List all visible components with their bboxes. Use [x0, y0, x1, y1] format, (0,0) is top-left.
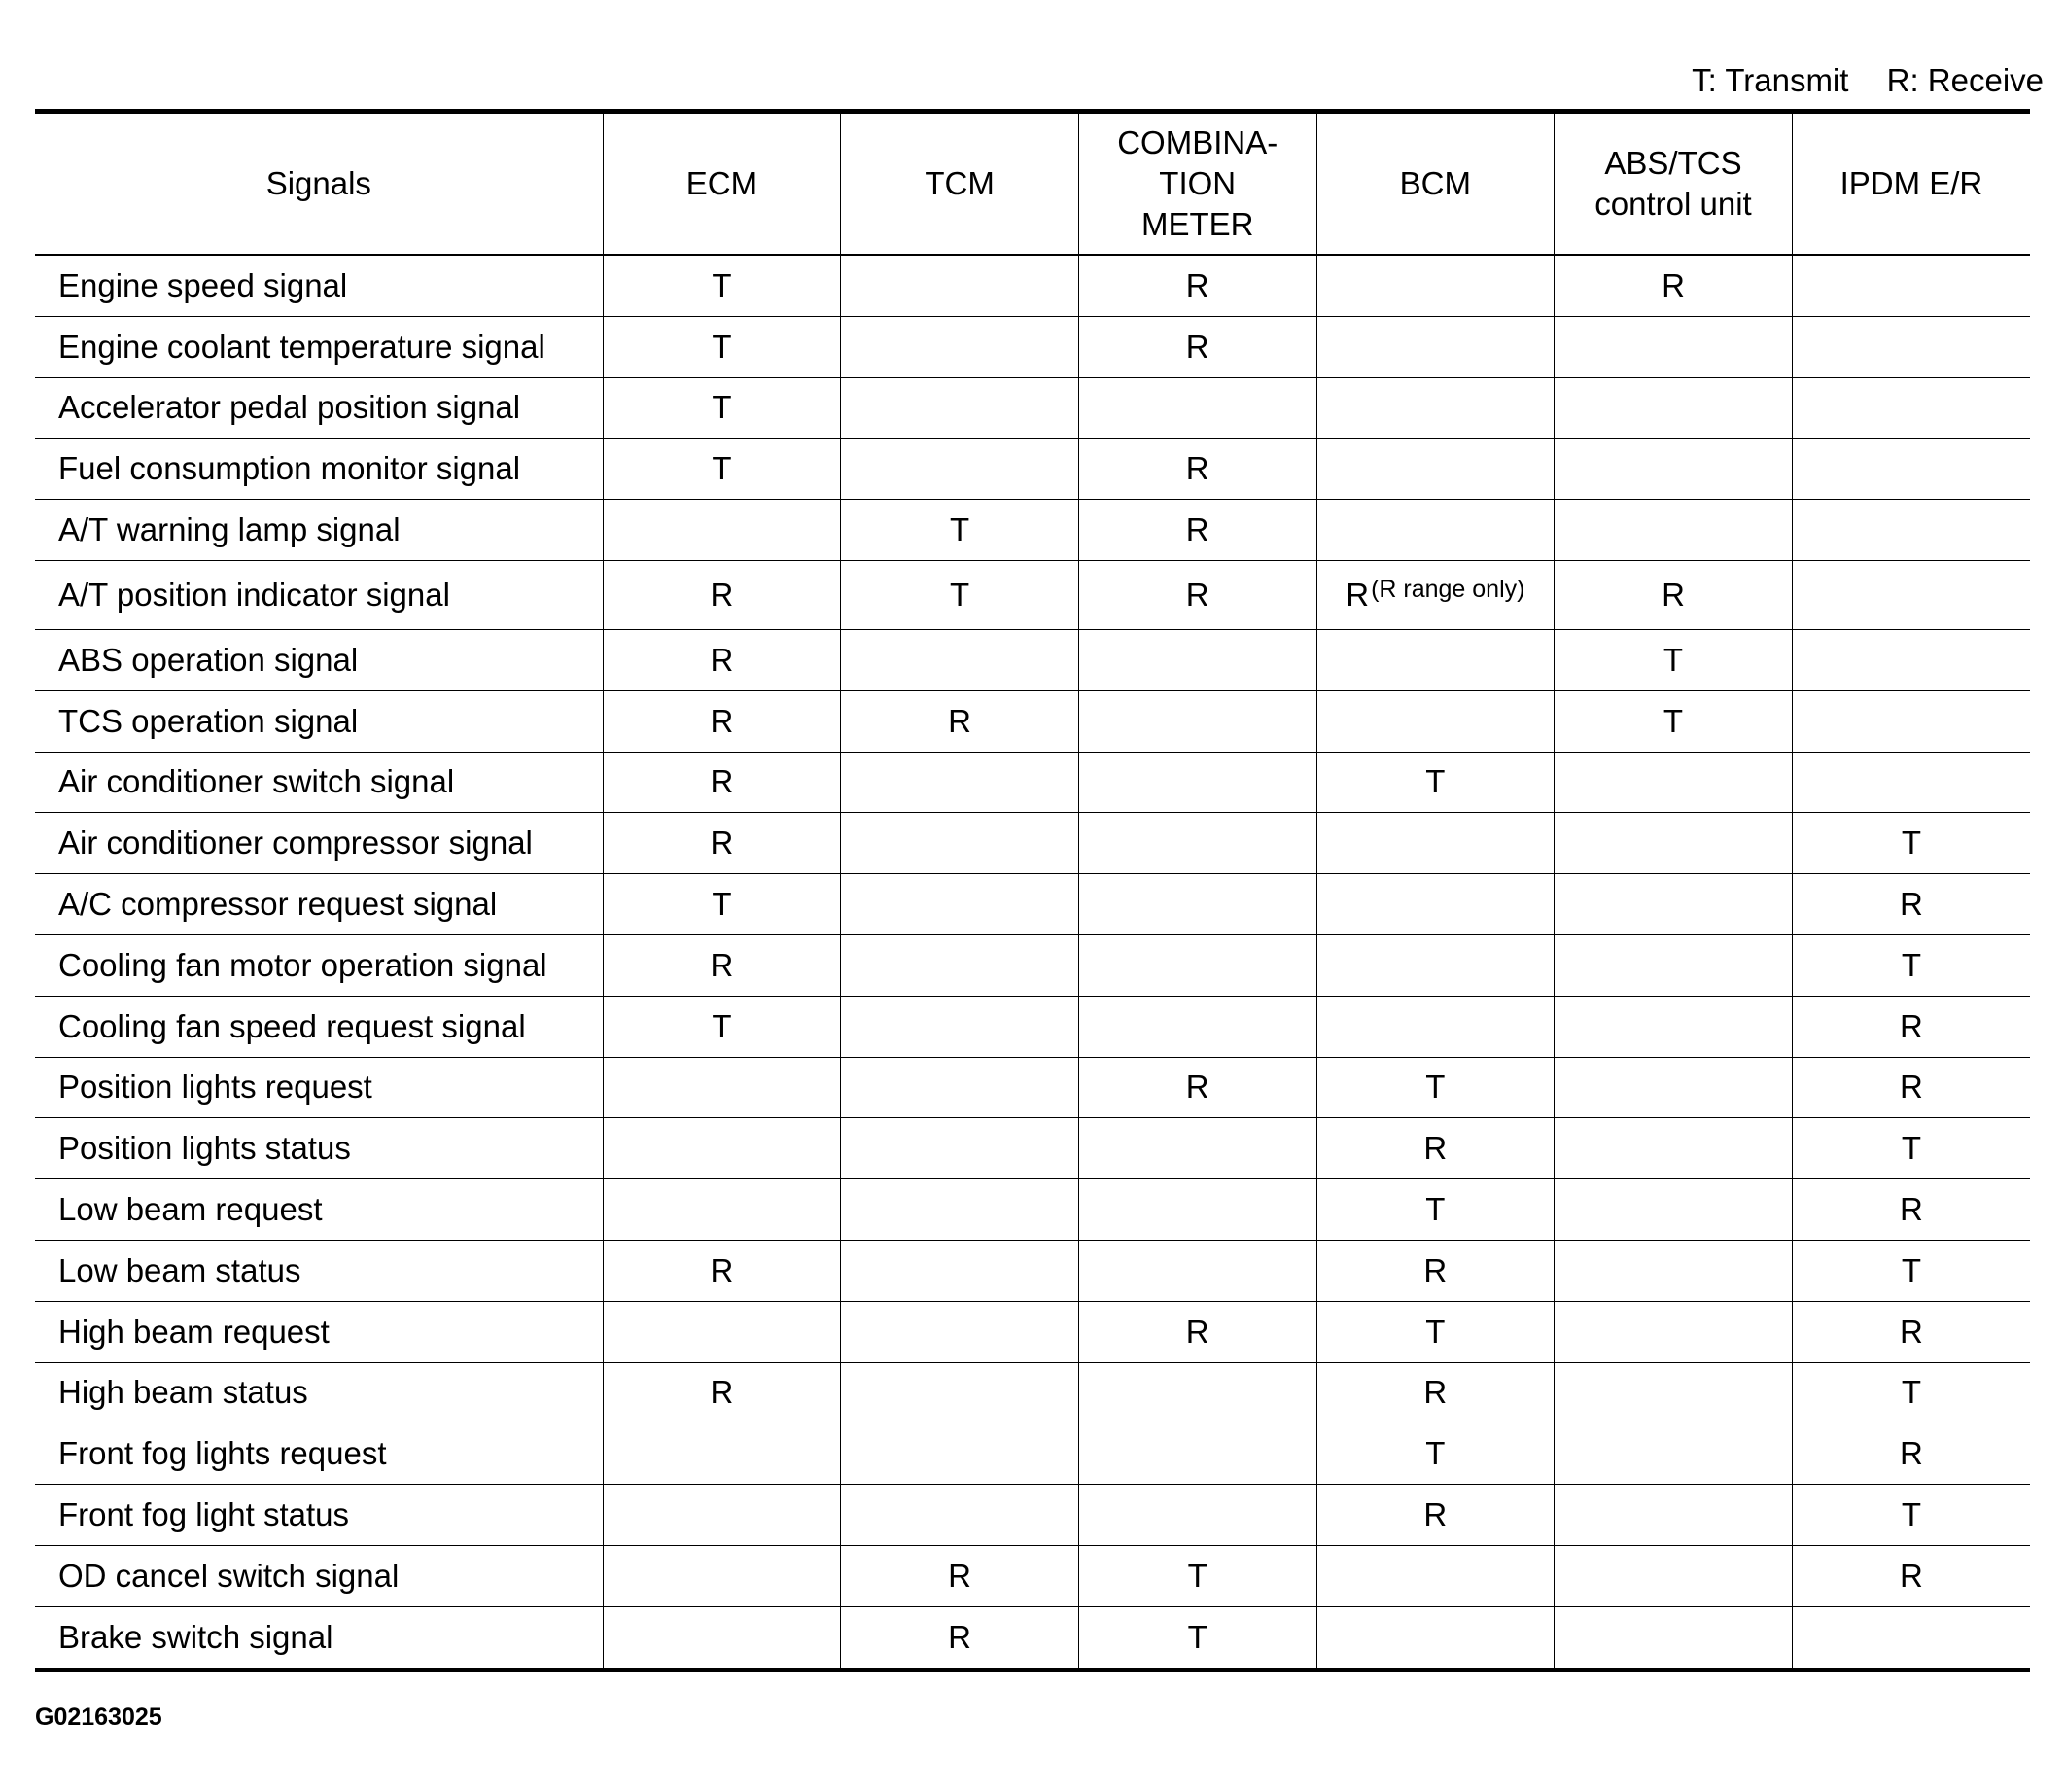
signal-name-cell: High beam status	[35, 1362, 603, 1423]
signal-name-cell: Cooling fan speed request signal	[35, 996, 603, 1057]
ecm-cell	[603, 1606, 841, 1669]
tcm-cell: T	[841, 500, 1079, 561]
header-bcm: BCM	[1316, 112, 1555, 256]
ecm-cell: R	[603, 813, 841, 874]
legend-transmit: T: Transmit	[1692, 62, 1849, 98]
abs-cell	[1555, 996, 1793, 1057]
table-row	[35, 996, 2030, 1057]
ecm-cell: R	[603, 1362, 841, 1423]
tcm-cell: R	[841, 1545, 1079, 1606]
signal-name-cell: High beam request	[35, 1301, 603, 1362]
ipdm-cell	[1792, 752, 2030, 813]
abs-cell	[1555, 1423, 1793, 1485]
bcm-cell	[1316, 500, 1555, 561]
header-ipdm: IPDM E/R	[1792, 112, 2030, 256]
ipdm-cell: T	[1792, 934, 2030, 996]
tcm-cell	[841, 377, 1079, 439]
table-row	[35, 1362, 2030, 1423]
abs-cell	[1555, 500, 1793, 561]
header-ecm: ECM	[603, 112, 841, 256]
signal-name-cell: ABS operation signal	[35, 629, 603, 690]
bcm-cell-note: (R range only)	[1371, 575, 1525, 603]
abs-cell	[1555, 1240, 1793, 1301]
table-row	[35, 377, 2030, 439]
figure-id: G02163025	[35, 1704, 162, 1731]
table-row	[35, 1423, 2030, 1485]
abs-cell: T	[1555, 690, 1793, 752]
abs-cell	[1555, 439, 1793, 500]
table-row	[35, 874, 2030, 935]
signal-name-cell: Front fog light status	[35, 1485, 603, 1546]
meter-cell	[1078, 996, 1316, 1057]
meter-cell	[1078, 377, 1316, 439]
tcm-cell	[841, 439, 1079, 500]
bcm-cell	[1316, 934, 1555, 996]
meter-cell	[1078, 1118, 1316, 1179]
signal-name-cell: A/C compressor request signal	[35, 874, 603, 935]
abs-cell	[1555, 1179, 1793, 1241]
signal-name-cell: Front fog lights request	[35, 1423, 603, 1485]
tcm-cell	[841, 1057, 1079, 1118]
abs-cell	[1555, 1362, 1793, 1423]
table-row	[35, 500, 2030, 561]
ecm-cell	[603, 1179, 841, 1241]
tcm-cell: T	[841, 560, 1079, 629]
header-combination-meter-line1: COMBINA-	[1117, 124, 1278, 160]
ipdm-cell	[1792, 560, 2030, 629]
meter-cell	[1078, 1179, 1316, 1241]
ipdm-cell: T	[1792, 1240, 2030, 1301]
ecm-cell: R	[603, 560, 841, 629]
meter-cell	[1078, 874, 1316, 935]
abs-cell	[1555, 1545, 1793, 1606]
ecm-cell	[603, 1423, 841, 1485]
table-row	[35, 1118, 2030, 1179]
signal-name-cell: Position lights status	[35, 1118, 603, 1179]
tcm-cell	[841, 629, 1079, 690]
table-row	[35, 934, 2030, 996]
table-row	[35, 316, 2030, 377]
table-row	[35, 629, 2030, 690]
bcm-cell: R	[1316, 1118, 1555, 1179]
signal-name-cell: Low beam request	[35, 1179, 603, 1241]
bcm-cell	[1316, 560, 1555, 629]
ecm-cell: T	[603, 255, 841, 316]
signal-name-cell: TCS operation signal	[35, 690, 603, 752]
ecm-cell	[603, 1057, 841, 1118]
ipdm-cell	[1792, 255, 2030, 316]
bcm-cell	[1316, 690, 1555, 752]
table-body	[35, 255, 2030, 1669]
meter-cell	[1078, 813, 1316, 874]
ecm-cell: T	[603, 377, 841, 439]
signal-name-cell: Engine speed signal	[35, 255, 603, 316]
abs-cell	[1555, 1057, 1793, 1118]
header-tcm: TCM	[841, 112, 1079, 256]
table-row	[35, 1179, 2030, 1241]
bcm-cell	[1316, 439, 1555, 500]
signal-name-cell: Engine coolant temperature signal	[35, 316, 603, 377]
signal-name-cell: Position lights request	[35, 1057, 603, 1118]
signal-name-cell: A/T position indicator signal	[35, 560, 603, 629]
signal-name-cell: Cooling fan motor operation signal	[35, 934, 603, 996]
ecm-cell: T	[603, 316, 841, 377]
tcm-cell	[841, 1423, 1079, 1485]
meter-cell	[1078, 1423, 1316, 1485]
tcm-cell	[841, 813, 1079, 874]
ipdm-cell: R	[1792, 1301, 2030, 1362]
bcm-cell	[1316, 996, 1555, 1057]
meter-cell: R	[1078, 560, 1316, 629]
ipdm-cell: R	[1792, 1545, 2030, 1606]
bcm-cell	[1316, 316, 1555, 377]
signal-name-cell: Accelerator pedal position signal	[35, 377, 603, 439]
tcm-cell	[841, 316, 1079, 377]
table-row	[35, 1240, 2030, 1301]
bcm-cell-value: R	[1346, 576, 1370, 613]
ecm-cell	[603, 500, 841, 561]
ecm-cell: R	[603, 629, 841, 690]
meter-cell	[1078, 934, 1316, 996]
tcm-cell	[841, 1179, 1079, 1241]
header-combination-meter-line3: METER	[1140, 206, 1254, 242]
bcm-cell: R	[1316, 1362, 1555, 1423]
table-row	[35, 1545, 2030, 1606]
meter-cell	[1078, 690, 1316, 752]
ecm-cell: R	[603, 1240, 841, 1301]
ecm-cell: R	[603, 752, 841, 813]
ipdm-cell: T	[1792, 1362, 2030, 1423]
bcm-cell	[1316, 377, 1555, 439]
table-row	[35, 439, 2030, 500]
tcm-cell	[841, 934, 1079, 996]
ipdm-cell: R	[1792, 996, 2030, 1057]
tcm-cell	[841, 996, 1079, 1057]
header-abs-tcs-line2: control unit	[1594, 186, 1752, 222]
abs-cell	[1555, 813, 1793, 874]
ipdm-cell: R	[1792, 1423, 2030, 1485]
ecm-cell: R	[603, 934, 841, 996]
ipdm-cell: T	[1792, 1118, 2030, 1179]
ipdm-cell	[1792, 629, 2030, 690]
table-row	[35, 1057, 2030, 1118]
abs-cell: R	[1555, 560, 1793, 629]
tcm-cell	[841, 255, 1079, 316]
meter-cell: T	[1078, 1545, 1316, 1606]
ecm-cell	[603, 1301, 841, 1362]
table-row	[35, 752, 2030, 813]
table-row	[35, 1301, 2030, 1362]
meter-cell: R	[1078, 1057, 1316, 1118]
abs-cell	[1555, 1485, 1793, 1546]
tcm-cell	[841, 1118, 1079, 1179]
can-signal-table	[35, 109, 2030, 1672]
bcm-cell	[1316, 1545, 1555, 1606]
tcm-cell	[841, 1362, 1079, 1423]
header-combination-meter-line2: TION	[1159, 165, 1237, 201]
ecm-cell: R	[603, 690, 841, 752]
legend	[1692, 62, 2044, 99]
abs-cell	[1555, 934, 1793, 996]
abs-cell	[1555, 752, 1793, 813]
signal-name-cell: OD cancel switch signal	[35, 1545, 603, 1606]
table-row	[35, 813, 2030, 874]
header-combination-meter	[1078, 112, 1316, 256]
ecm-cell	[603, 1545, 841, 1606]
tcm-cell: R	[841, 690, 1079, 752]
tcm-cell: R	[841, 1606, 1079, 1669]
table-row	[35, 560, 2030, 629]
meter-cell: T	[1078, 1606, 1316, 1669]
meter-cell: R	[1078, 1301, 1316, 1362]
abs-cell: R	[1555, 255, 1793, 316]
bcm-cell: T	[1316, 1423, 1555, 1485]
bcm-cell: T	[1316, 1301, 1555, 1362]
ipdm-cell: R	[1792, 874, 2030, 935]
table-header-row	[35, 112, 2030, 256]
ipdm-cell	[1792, 1606, 2030, 1669]
ecm-cell	[603, 1485, 841, 1546]
ipdm-cell	[1792, 439, 2030, 500]
meter-cell: R	[1078, 500, 1316, 561]
header-signals: Signals	[35, 112, 603, 256]
signal-name-cell: Low beam status	[35, 1240, 603, 1301]
table-row	[35, 1606, 2030, 1669]
signal-name-cell: Fuel consumption monitor signal	[35, 439, 603, 500]
meter-cell	[1078, 629, 1316, 690]
ecm-cell	[603, 1118, 841, 1179]
ipdm-cell: T	[1792, 813, 2030, 874]
ipdm-cell: R	[1792, 1057, 2030, 1118]
signal-name-cell: A/T warning lamp signal	[35, 500, 603, 561]
can-signal-table-container	[35, 109, 2030, 1672]
ecm-cell: T	[603, 874, 841, 935]
abs-cell	[1555, 874, 1793, 935]
ipdm-cell	[1792, 500, 2030, 561]
table-row	[35, 255, 2030, 316]
abs-cell	[1555, 316, 1793, 377]
tcm-cell	[841, 1485, 1079, 1546]
abs-cell	[1555, 1118, 1793, 1179]
header-abs-tcs-line1: ABS/TCS	[1604, 145, 1742, 181]
signal-name-cell: Brake switch signal	[58, 1618, 333, 1655]
ipdm-cell: R	[1792, 1179, 2030, 1241]
ecm-cell: T	[603, 439, 841, 500]
tcm-cell	[841, 1301, 1079, 1362]
bcm-cell	[1316, 874, 1555, 935]
header-abs-tcs	[1555, 112, 1793, 256]
meter-cell	[1078, 752, 1316, 813]
signal-name-cell: Air conditioner compressor signal	[35, 813, 603, 874]
signal-name-cell: Air conditioner switch signal	[35, 752, 603, 813]
bcm-cell: R	[1316, 1240, 1555, 1301]
tcm-cell	[841, 1240, 1079, 1301]
abs-cell: T	[1555, 629, 1793, 690]
ecm-cell: T	[603, 996, 841, 1057]
meter-cell	[1078, 1240, 1316, 1301]
ipdm-cell: T	[1792, 1485, 2030, 1546]
meter-cell: R	[1078, 316, 1316, 377]
meter-cell	[1078, 1362, 1316, 1423]
bcm-cell: R	[1316, 1485, 1555, 1546]
abs-cell	[1555, 1301, 1793, 1362]
legend-receive: R: Receive	[1886, 62, 2044, 98]
table-row	[35, 690, 2030, 752]
meter-cell	[1078, 1485, 1316, 1546]
bcm-cell	[1316, 629, 1555, 690]
bcm-cell	[1316, 255, 1555, 316]
bcm-cell: T	[1316, 1057, 1555, 1118]
bcm-cell: T	[1316, 752, 1555, 813]
tcm-cell	[841, 874, 1079, 935]
abs-cell	[1555, 1606, 1793, 1669]
bcm-cell	[1316, 1606, 1555, 1669]
meter-cell: R	[1078, 439, 1316, 500]
ipdm-cell	[1792, 377, 2030, 439]
ipdm-cell	[1792, 316, 2030, 377]
ipdm-cell	[1792, 690, 2030, 752]
tcm-cell	[841, 752, 1079, 813]
table-row	[35, 1485, 2030, 1546]
bcm-cell	[1316, 813, 1555, 874]
meter-cell: R	[1078, 255, 1316, 316]
bcm-cell: T	[1316, 1179, 1555, 1241]
abs-cell	[1555, 377, 1793, 439]
